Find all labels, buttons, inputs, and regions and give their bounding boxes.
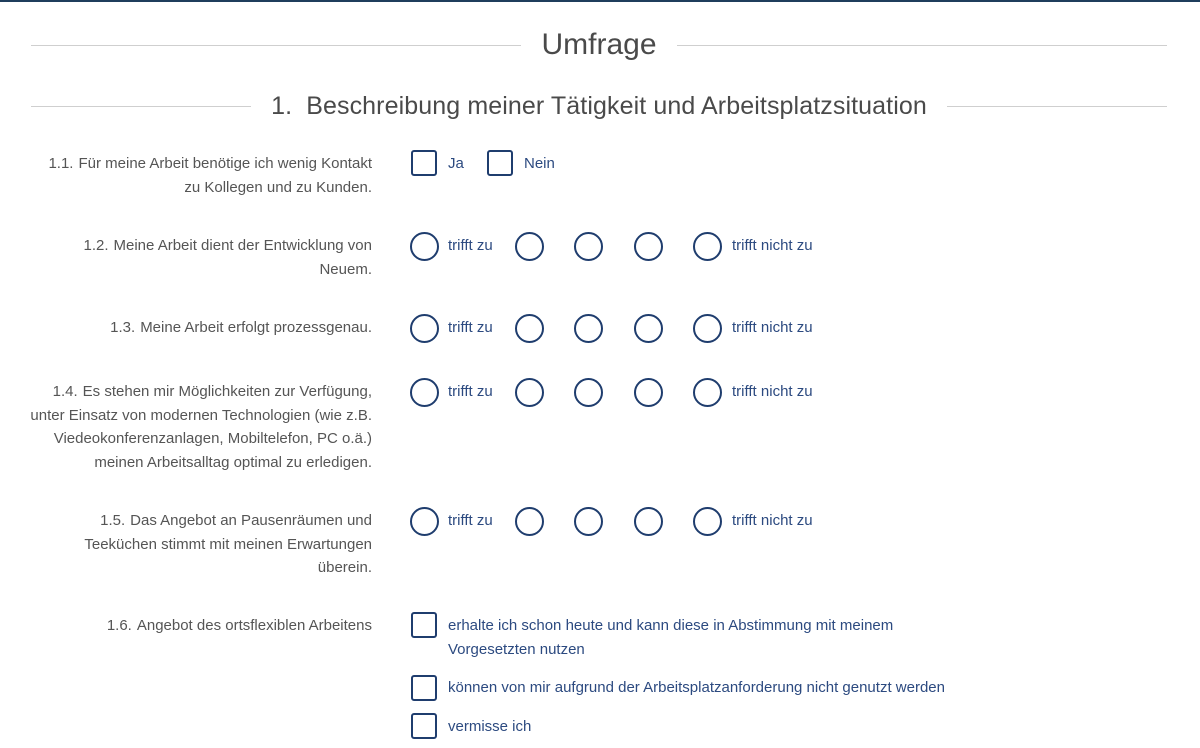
- q1-6-option-3-label: vermisse ich: [448, 718, 532, 735]
- question-text: Meine Arbeit dient der Entwicklung von Neuem.: [113, 237, 372, 278]
- q1-6-option-1-label: erhalte ich schon heute und kann diese in Abstimmung mit meinem Vorgesetzten nutzen: [448, 617, 894, 658]
- q1-2-radio-5[interactable]: [693, 232, 722, 261]
- q1-3-scale-right-label: trifft nicht zu: [732, 319, 813, 336]
- q1-2-radio-1[interactable]: [410, 232, 439, 261]
- title-rule-right: [677, 45, 1167, 46]
- question-text: Meine Arbeit erfolgt prozessgenau.: [140, 319, 372, 336]
- q1-2-radio-2[interactable]: [515, 232, 544, 261]
- q1-4-radio-3[interactable]: [574, 378, 603, 407]
- q1-5-radio-5[interactable]: [693, 507, 722, 536]
- question-1-4-label: [30, 380, 372, 474]
- q1-4-scale-right-label: trifft nicht zu: [732, 383, 813, 400]
- q1-2-radio-3[interactable]: [574, 232, 603, 261]
- q1-3-scale-left-label: trifft zu: [448, 319, 493, 336]
- question-1-6-label: [30, 614, 372, 638]
- q1-5-scale-right-label: trifft nicht zu: [732, 512, 813, 529]
- section-title: Beschreibung meiner Tätigkeit und Arbeitsplatzsituation: [306, 91, 927, 120]
- q1-1-nein-checkbox[interactable]: [487, 150, 513, 176]
- q1-1-nein-label: Nein: [524, 155, 555, 172]
- section-heading: [251, 92, 947, 121]
- q1-5-radio-4[interactable]: [634, 507, 663, 536]
- q1-5-radio-2[interactable]: [515, 507, 544, 536]
- section-heading-row: [31, 88, 1167, 124]
- question-1-1-label: [30, 152, 372, 199]
- q1-5-radio-1[interactable]: [410, 507, 439, 536]
- question-text: Es stehen mir Möglichkeiten zur Verfügung, unter Einsatz von modernen Technologien (wie z.B. Viedeokonferenzanlagen, Mobiltelefon, PC o.ä.) meinen Arbeitsalltag optimal zu erledigen.: [30, 383, 372, 471]
- question-number: 1.6.: [106, 617, 132, 634]
- q1-3-radio-1[interactable]: [410, 314, 439, 343]
- question-number: 1.5.: [100, 512, 126, 529]
- q1-6-option-3-checkbox[interactable]: [411, 713, 437, 739]
- q1-6-option-1-checkbox[interactable]: [411, 612, 437, 638]
- q1-6-option-2-label: können von mir aufgrund der Arbeitsplatzanforderung nicht genutzt werden: [448, 679, 945, 696]
- question-text: Angebot des ortsflexiblen Arbeitens: [136, 617, 372, 634]
- section-number: 1.: [271, 91, 293, 120]
- question-1-5-label: [30, 509, 372, 580]
- q1-4-radio-4[interactable]: [634, 378, 663, 407]
- q1-4-radio-2[interactable]: [515, 378, 544, 407]
- question-text: Für meine Arbeit benötige ich wenig Kontakt zu Kollegen und zu Kunden.: [78, 155, 372, 196]
- question-number: 1.1.: [48, 155, 74, 172]
- page-title-row: [31, 25, 1167, 65]
- question-number: 1.3.: [110, 319, 136, 336]
- q1-2-scale-left-label: trifft zu: [448, 237, 493, 254]
- q1-1-ja-label: Ja: [448, 155, 464, 172]
- section-rule-right: [947, 106, 1167, 107]
- top-bar: [0, 0, 1200, 2]
- question-text: Das Angebot an Pausenräumen und Teeküchen stimmt mit meinen Erwartungen überein.: [84, 512, 372, 576]
- q1-6-option-2-checkbox[interactable]: [411, 675, 437, 701]
- q1-3-radio-3[interactable]: [574, 314, 603, 343]
- q1-4-radio-1[interactable]: [410, 378, 439, 407]
- section-rule-left: [31, 106, 251, 107]
- q1-5-scale-left-label: trifft zu: [448, 512, 493, 529]
- q1-2-radio-4[interactable]: [634, 232, 663, 261]
- question-number: 1.2.: [83, 237, 109, 254]
- q1-1-ja-checkbox[interactable]: [411, 150, 437, 176]
- q1-3-radio-5[interactable]: [693, 314, 722, 343]
- question-number: 1.4.: [52, 383, 78, 400]
- q1-5-radio-3[interactable]: [574, 507, 603, 536]
- q1-2-scale-right-label: trifft nicht zu: [732, 237, 813, 254]
- q1-3-radio-4[interactable]: [634, 314, 663, 343]
- q1-4-scale-left-label: trifft zu: [448, 383, 493, 400]
- question-1-3-label: [30, 316, 372, 340]
- q1-4-radio-5[interactable]: [693, 378, 722, 407]
- page-title: Umfrage: [541, 28, 657, 61]
- question-1-2-label: [30, 234, 372, 281]
- title-rule-left: [31, 45, 521, 46]
- q1-3-radio-2[interactable]: [515, 314, 544, 343]
